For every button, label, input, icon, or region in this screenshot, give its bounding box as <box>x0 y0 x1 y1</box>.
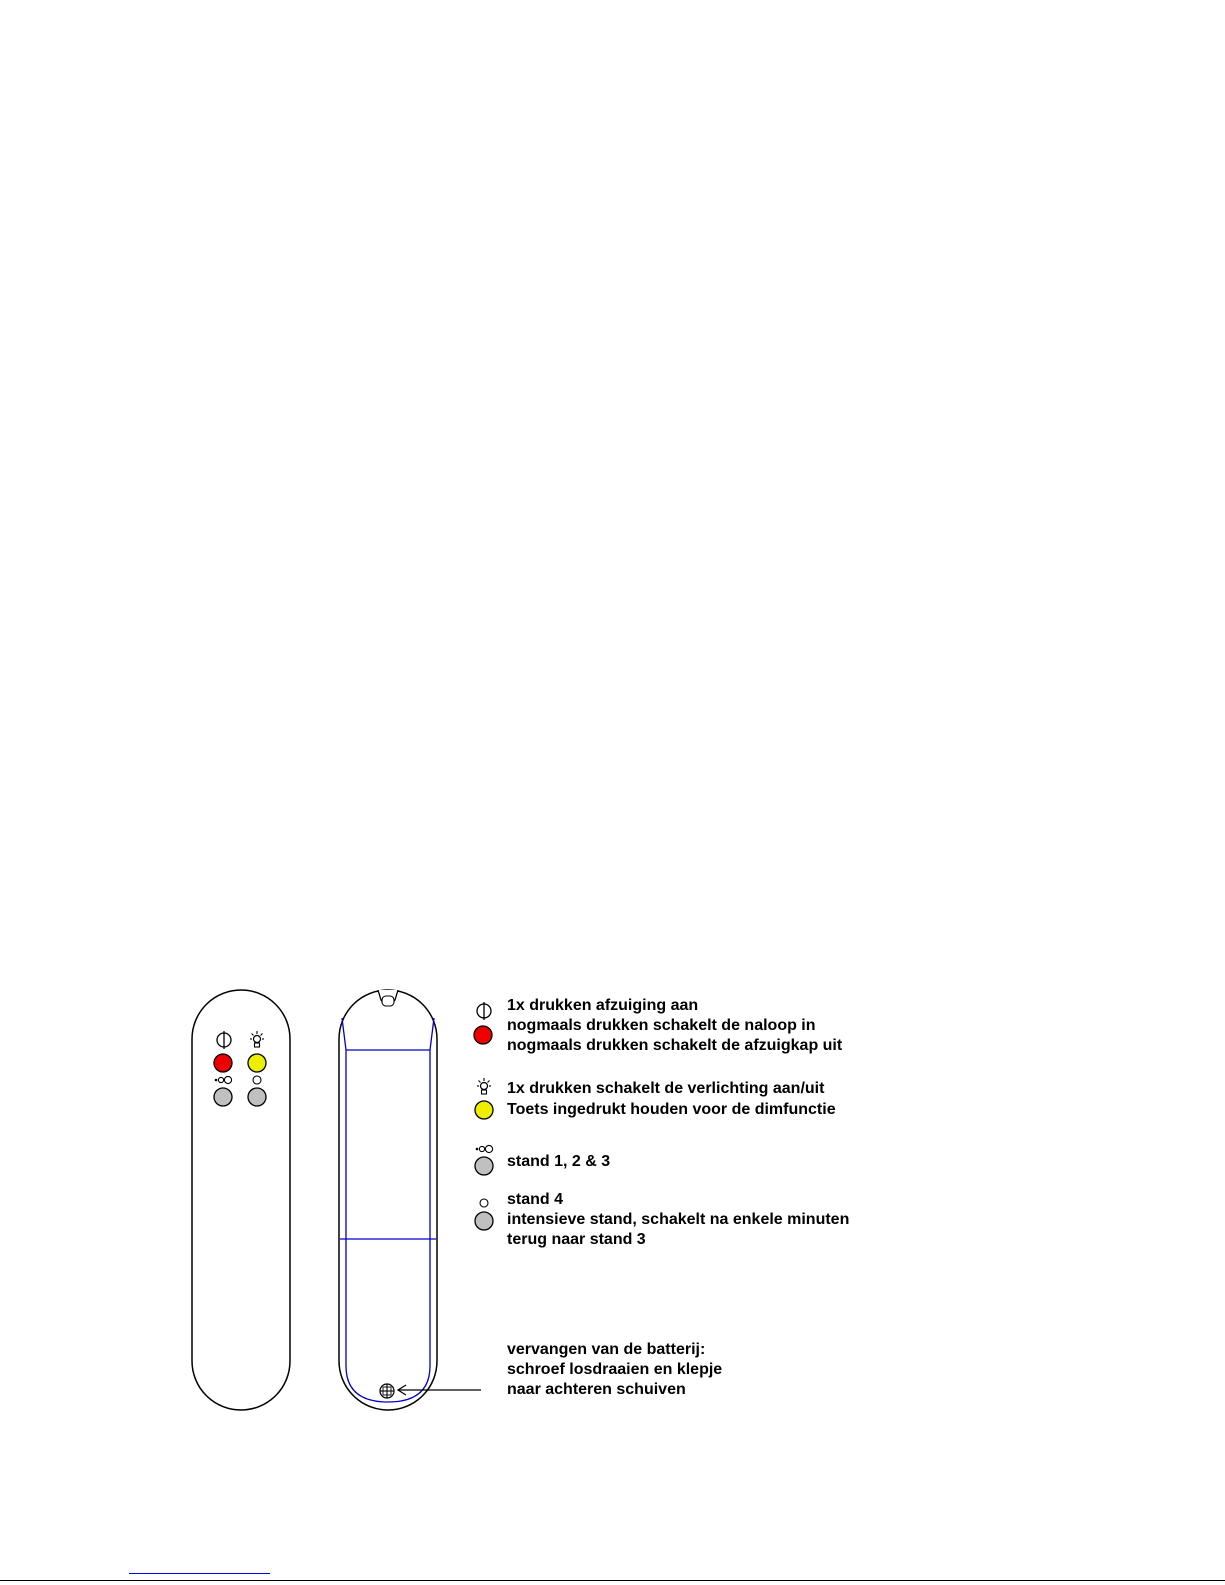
legend-power-icon <box>477 1002 491 1020</box>
remote-back-body <box>339 990 437 1410</box>
legend-power-line1: 1x drukken afzuiging aan <box>507 997 699 1014</box>
legend-intensive-line2: intensieve stand, schakelt na enkele minuten <box>507 1211 850 1228</box>
page-bottom-border <box>0 1580 1225 1581</box>
remote-front <box>192 990 290 1410</box>
legend-power-line3: nogmaals drukken schakelt de afzuigkap uit <box>507 1037 843 1054</box>
footer-link-underline[interactable] <box>129 1573 270 1574</box>
legend-battery-line2: schroef losdraaien en klepje <box>507 1361 723 1378</box>
legend-speeds-line1: stand 1, 2 & 3 <box>507 1153 611 1170</box>
legend-power-button <box>474 1026 492 1044</box>
legend-intensive-line1: stand 4 <box>507 1191 564 1208</box>
legend-light-bulb-icon <box>477 1078 491 1094</box>
power-button[interactable] <box>214 1054 232 1072</box>
legend-light-line2: Toets ingedrukt houden voor de dimfunctie <box>507 1101 836 1118</box>
legend-power-line2: nogmaals drukken schakelt de naloop in <box>507 1017 816 1034</box>
remote-back <box>339 990 481 1410</box>
speed-button[interactable] <box>214 1088 232 1106</box>
legend-battery-line3: naar achteren schuiven <box>507 1381 686 1398</box>
legend-intensive-line3: terug naar stand 3 <box>507 1231 646 1248</box>
screw-icon[interactable] <box>380 1384 394 1398</box>
legend-speed-button <box>475 1157 493 1175</box>
clip-slot <box>382 996 394 1006</box>
legend-battery-line1: vervangen van de batterij: <box>507 1341 706 1358</box>
legend-light-line1: 1x drukken schakelt de verlichting aan/uit <box>507 1080 825 1097</box>
legend-intensive-icon <box>480 1199 488 1207</box>
legend-intensive-button <box>475 1212 493 1230</box>
intensive-button[interactable] <box>248 1088 266 1106</box>
remote-front-body <box>192 990 290 1410</box>
legend-light-button <box>475 1101 493 1119</box>
legend-fan-speed-icon <box>476 1145 493 1152</box>
light-button[interactable] <box>248 1054 266 1072</box>
